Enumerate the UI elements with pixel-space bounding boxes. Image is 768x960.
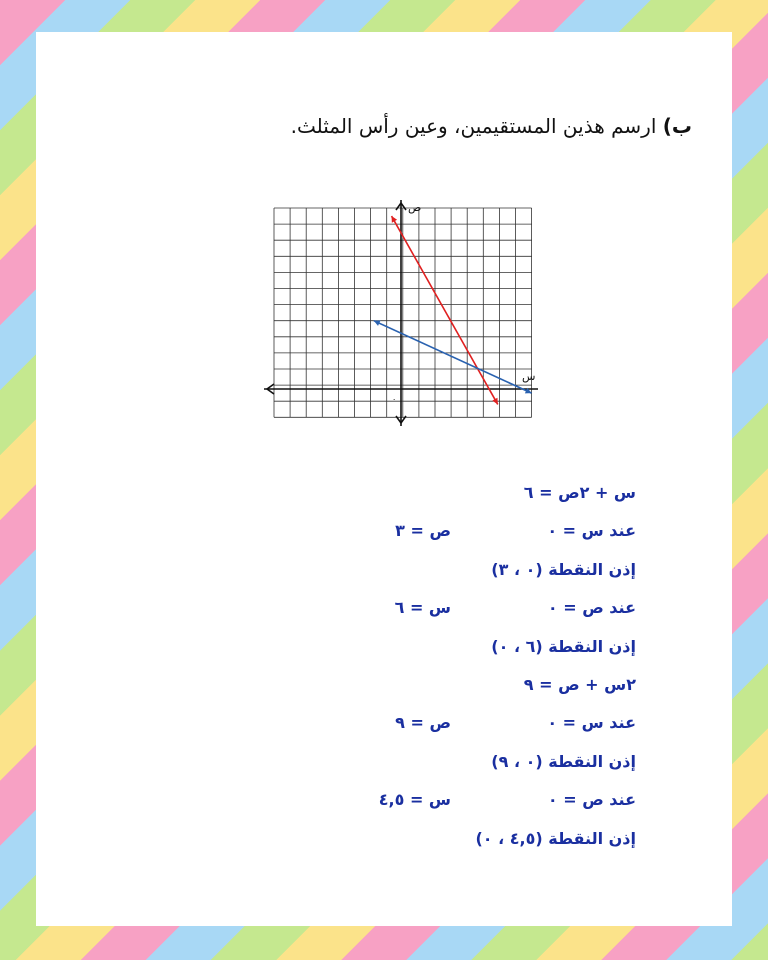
- solution-row: [316, 781, 636, 819]
- grid: [274, 208, 532, 417]
- solution-row: [316, 512, 636, 550]
- solution-statement: س + ٢ص = ٦: [523, 483, 636, 502]
- solution-result: ص = ٩: [395, 713, 451, 733]
- solution-statement: عند س = ٠: [547, 713, 636, 733]
- coordinate-graph: [264, 200, 544, 432]
- solution-row: [316, 474, 636, 512]
- solution-statement: ٢س + ص = ٩: [523, 674, 636, 694]
- solution-row: [316, 628, 636, 666]
- blue-line: [374, 321, 532, 393]
- solution-statement: إذن النقطة (٠ ، ٣): [491, 559, 636, 579]
- question-heading: [291, 114, 692, 138]
- solution-statement: عند ص = ٠: [547, 790, 636, 810]
- red-line: [392, 216, 498, 404]
- question-letter: ب): [662, 114, 692, 138]
- solution-row: [316, 820, 636, 858]
- worksheet-card: [36, 32, 732, 926]
- question-text: ارسم هذين المستقيمين، وعين رأس المثلث.: [290, 114, 657, 138]
- solution-statement: إذن النقطة (٦ ، ٠): [491, 636, 636, 656]
- solution-row: [316, 666, 636, 704]
- y-axis-label: ص: [408, 201, 422, 214]
- solution-statement: عند س = ٠: [547, 521, 636, 541]
- solution-steps: [316, 474, 636, 858]
- plot-lines: [374, 216, 532, 404]
- solution-result: س = ٦: [394, 598, 451, 618]
- solution-row: [316, 589, 636, 627]
- solution-result: س = ٤,٥: [378, 790, 451, 810]
- solution-result: ص = ٣: [395, 521, 451, 541]
- solution-statement: إذن النقطة (٠ ، ٩): [491, 751, 636, 771]
- solution-row: [316, 551, 636, 589]
- solution-row: [316, 743, 636, 781]
- solution-row: [316, 704, 636, 742]
- origin-label: ٠: [392, 395, 397, 404]
- solution-statement: عند ص = ٠: [547, 598, 636, 618]
- solution-statement: إذن النقطة (٤,٥ ، ٠): [475, 828, 636, 848]
- x-axis-label: س: [522, 370, 536, 383]
